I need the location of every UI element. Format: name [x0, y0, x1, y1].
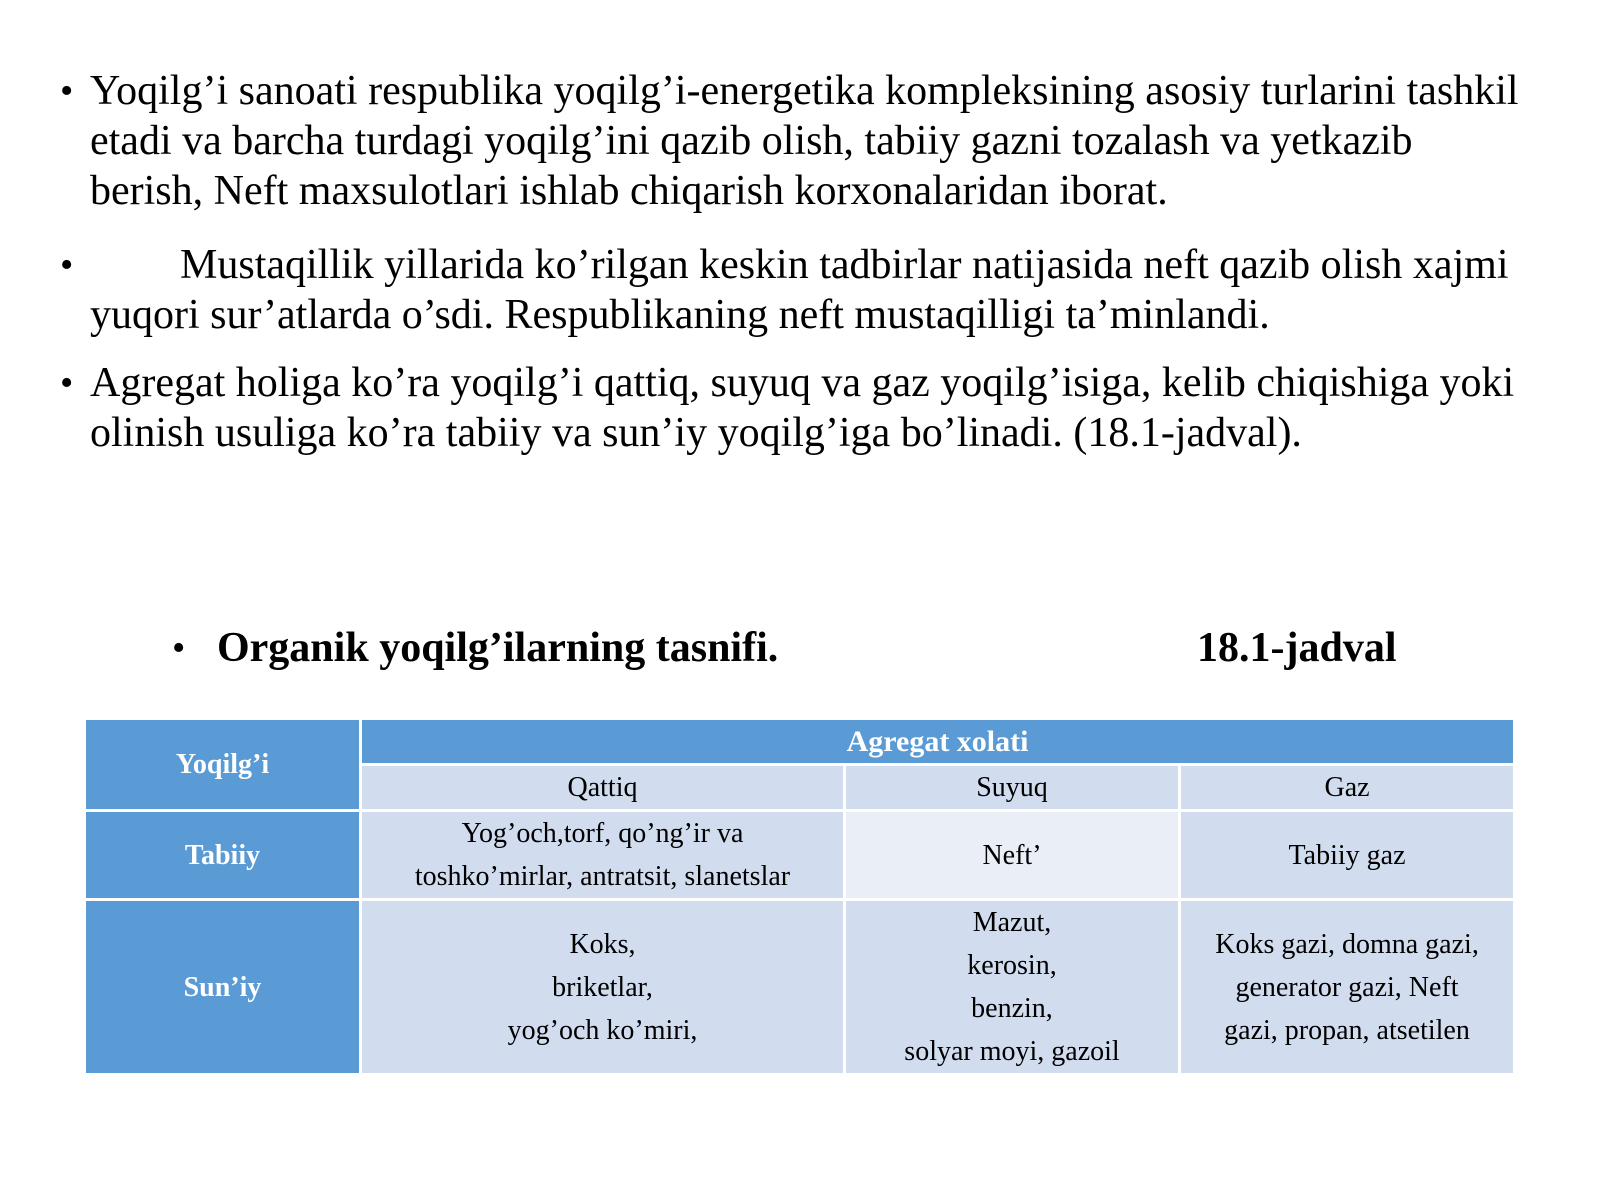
column-header-solid: Qattiq [361, 765, 845, 811]
bullet-paragraph-2 [60, 240, 1520, 340]
table-caption: Organik yoqilg’ilarning tasnifi. [217, 625, 779, 671]
cell-line: generator gazi, Neft [1235, 971, 1459, 1003]
table-cell [1180, 811, 1515, 900]
cell-line: Mazut, [972, 907, 1052, 938]
table-cell [361, 811, 845, 900]
bullet-marker: • [60, 70, 74, 112]
cell-line: briketlar, [552, 971, 653, 1003]
corner-header: Yoqilg’i [85, 719, 361, 811]
row-header-artificial: Sun’iy [85, 900, 361, 1075]
table-cell [361, 900, 845, 1075]
bullet-text: Agregat holiga ko’ra yoqilg’i qattiq, suyuq va gaz yoqilg’isiga, kelib chiqishiga yoki olinish usuliga ko’ra tabiiy va sun’iy yoqilg’iga bo’linadi. (18.1-jadval). [90, 360, 1515, 456]
table-cell [845, 811, 1180, 900]
cell-line: benzin, [971, 993, 1053, 1024]
table-cell [845, 900, 1180, 1075]
cell-line: Neft’ [982, 839, 1042, 871]
column-header-gas: Gaz [1180, 765, 1515, 811]
bullet-marker: • [60, 362, 74, 404]
bullet-marker: • [60, 244, 74, 286]
column-header-liquid: Suyuq [845, 765, 1180, 811]
cell-line: Koks gazi, domna gazi, [1215, 928, 1479, 960]
bullet-paragraph-1 [60, 66, 1520, 216]
cell-line: gazi, propan, atsetilen [1224, 1014, 1470, 1046]
cell-line: Tabiiy gaz [1288, 839, 1406, 871]
group-header: Agregat xolati [361, 719, 1515, 765]
table-row-natural [85, 811, 1515, 900]
table-row-artificial [85, 900, 1515, 1075]
table-cell [1180, 900, 1515, 1075]
cell-line: Yog’och,torf, qo’ng’ir va [461, 818, 744, 849]
cell-line: solyar moyi, gazoil [904, 1036, 1120, 1067]
fuel-classification-table [83, 717, 1516, 1076]
cell-line: kerosin, [967, 950, 1057, 981]
bullet-text: Mustaqillik yillarida ko’rilgan keskin tadbirlar natijasida neft qazib olish xajmi yuqori sur’atlarda o’sdi. Respublikaning neft mustaqilligi ta’minlandi. [90, 242, 1509, 338]
cell-line: Koks, [569, 928, 636, 960]
bullet-text: Yoqilg’i sanoati respublika yoqilg’i-energetika kompleksining asosiy turlarini tashkil etadi va barcha turdagi yoqilg’ini qazib olish, tabiiy gazni tozalash va yetkazib berish, Neft maxsulotlari ishlab chiqarish korxonalaridan iborat. [90, 68, 1519, 214]
bullet-list [60, 66, 1520, 474]
table-number: 18.1-jadval [1197, 625, 1397, 671]
row-header-natural: Tabiiy [85, 811, 361, 900]
bullet-paragraph-3 [60, 358, 1520, 458]
bullet-marker: • [172, 627, 186, 669]
cell-line: yog’och ko’miri, [507, 1014, 698, 1046]
cell-line: toshko’mirlar, antratsit, slanetslar [414, 861, 791, 892]
